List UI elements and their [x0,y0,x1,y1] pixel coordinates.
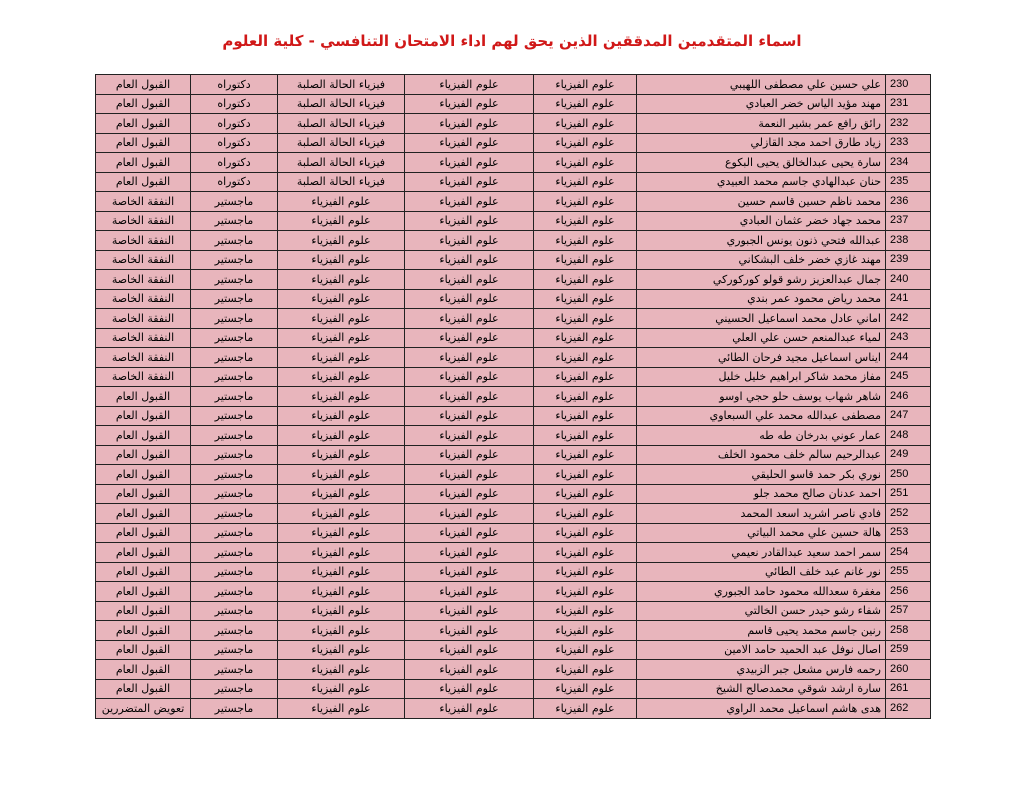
row-number-cell: 230 [886,75,931,95]
sub-specialization-cell: علوم الفيزياء [278,309,405,329]
admission-channel-cell: القبول العام [96,582,191,602]
specialization-cell: علوم الفيزياء [405,601,534,621]
table-row [96,523,931,543]
admission-channel-cell: القبول العام [96,484,191,504]
specialization-cell: علوم الفيزياء [405,172,534,192]
specialization-cell: علوم الفيزياء [405,94,534,114]
admission-channel-cell: القبول العام [96,172,191,192]
row-number-cell: 238 [886,231,931,251]
department-cell: علوم الفيزياء [534,75,637,95]
sub-specialization-cell: علوم الفيزياء [278,601,405,621]
applicant-name-cell: سارة يحيى عبدالخالق يحيى البكوع [637,153,886,173]
degree-cell: ماجستير [191,601,278,621]
degree-cell: دكتوراه [191,94,278,114]
department-cell: علوم الفيزياء [534,192,637,212]
applicant-name-cell: مغفرة سعدالله محمود حامد الجبوري [637,582,886,602]
specialization-cell: علوم الفيزياء [405,328,534,348]
specialization-cell: علوم الفيزياء [405,75,534,95]
row-number-cell: 237 [886,211,931,231]
row-number-cell: 233 [886,133,931,153]
specialization-cell: علوم الفيزياء [405,426,534,446]
degree-cell: ماجستير [191,699,278,719]
table-row [96,172,931,192]
row-number-cell: 258 [886,621,931,641]
department-cell: علوم الفيزياء [534,640,637,660]
specialization-cell: علوم الفيزياء [405,348,534,368]
row-number-cell: 253 [886,523,931,543]
table-row [96,640,931,660]
row-number-cell: 256 [886,582,931,602]
degree-cell: ماجستير [191,192,278,212]
sub-specialization-cell: علوم الفيزياء [278,562,405,582]
admission-channel-cell: القبول العام [96,562,191,582]
sub-specialization-cell: علوم الفيزياء [278,621,405,641]
applicant-name-cell: نور غانم عبد خلف الطائي [637,562,886,582]
applicant-name-cell: سارة ارشد شوقي محمدصالح الشيخ [637,679,886,699]
applicant-name-cell: محمد جهاد خضر عثمان العبادي [637,211,886,231]
row-number-cell: 245 [886,367,931,387]
specialization-cell: علوم الفيزياء [405,621,534,641]
table-row [96,192,931,212]
row-number-cell: 243 [886,328,931,348]
department-cell: علوم الفيزياء [534,114,637,134]
degree-cell: ماجستير [191,445,278,465]
degree-cell: ماجستير [191,231,278,251]
sub-specialization-cell: علوم الفيزياء [278,426,405,446]
table-row [96,406,931,426]
row-number-cell: 249 [886,445,931,465]
specialization-cell: علوم الفيزياء [405,679,534,699]
sub-specialization-cell: علوم الفيزياء [278,289,405,309]
degree-cell: ماجستير [191,523,278,543]
applicant-name-cell: رحمه فارس مشعل جبر الزبيدي [637,660,886,680]
degree-cell: ماجستير [191,250,278,270]
table-row [96,94,931,114]
admission-channel-cell: النفقة الخاصة [96,211,191,231]
sub-specialization-cell: علوم الفيزياء [278,348,405,368]
sub-specialization-cell: علوم الفيزياء [278,679,405,699]
department-cell: علوم الفيزياء [534,562,637,582]
degree-cell: ماجستير [191,679,278,699]
applicant-name-cell: شفاء رشو حيدر حسن الخالتي [637,601,886,621]
specialization-cell: علوم الفيزياء [405,211,534,231]
department-cell: علوم الفيزياء [534,426,637,446]
applicant-name-cell: اماني عادل محمد اسماعيل الحسيني [637,309,886,329]
table-row [96,367,931,387]
specialization-cell: علوم الفيزياء [405,582,534,602]
sub-specialization-cell: علوم الفيزياء [278,640,405,660]
applicant-name-cell: سمر احمد سعيد عبدالقادر نعيمي [637,543,886,563]
specialization-cell: علوم الفيزياء [405,465,534,485]
department-cell: علوم الفيزياء [534,231,637,251]
degree-cell: ماجستير [191,309,278,329]
sub-specialization-cell: علوم الفيزياء [278,367,405,387]
sub-specialization-cell: علوم الفيزياء [278,660,405,680]
applicant-name-cell: شاهر شهاب يوسف حلو حجي اوسو [637,387,886,407]
table-row [96,270,931,290]
sub-specialization-cell: فيزياء الحالة الصلبة [278,172,405,192]
table-row [96,114,931,134]
row-number-cell: 246 [886,387,931,407]
applicant-name-cell: علي حسين علي مصطفى اللهيبي [637,75,886,95]
sub-specialization-cell: فيزياء الحالة الصلبة [278,133,405,153]
table-row [96,348,931,368]
row-number-cell: 236 [886,192,931,212]
degree-cell: ماجستير [191,504,278,524]
degree-cell: ماجستير [191,562,278,582]
applicant-name-cell: هالة حسين علي محمد البياتي [637,523,886,543]
department-cell: علوم الفيزياء [534,660,637,680]
sub-specialization-cell: فيزياء الحالة الصلبة [278,114,405,134]
degree-cell: ماجستير [191,582,278,602]
applicant-name-cell: عبدالرحيم سالم خلف محمود الخلف [637,445,886,465]
admission-channel-cell: القبول العام [96,406,191,426]
admission-channel-cell: النفقة الخاصة [96,309,191,329]
admission-channel-cell: النفقة الخاصة [96,192,191,212]
table-row [96,601,931,621]
specialization-cell: علوم الفيزياء [405,367,534,387]
applicant-name-cell: مهند مؤيد الياس خضر العبادي [637,94,886,114]
degree-cell: دكتوراه [191,153,278,173]
applicant-name-cell: هدى هاشم اسماعيل محمد الراوي [637,699,886,719]
table-row [96,231,931,251]
sub-specialization-cell: علوم الفيزياء [278,387,405,407]
sub-specialization-cell: علوم الفيزياء [278,211,405,231]
table-row [96,133,931,153]
table-row [96,153,931,173]
department-cell: علوم الفيزياء [534,270,637,290]
department-cell: علوم الفيزياء [534,133,637,153]
table-row [96,387,931,407]
applicant-name-cell: اصال نوفل عبد الحميد حامد الامين [637,640,886,660]
table-row [96,679,931,699]
degree-cell: ماجستير [191,426,278,446]
applicant-name-cell: محمد ناظم حسين قاسم حسين [637,192,886,212]
admission-channel-cell: القبول العام [96,75,191,95]
table-row [96,484,931,504]
specialization-cell: علوم الفيزياء [405,133,534,153]
applicant-name-cell: حنان عبدالهادي جاسم محمد العبيدي [637,172,886,192]
specialization-cell: علوم الفيزياء [405,484,534,504]
sub-specialization-cell: علوم الفيزياء [278,543,405,563]
row-number-cell: 244 [886,348,931,368]
admission-channel-cell: النفقة الخاصة [96,289,191,309]
sub-specialization-cell: علوم الفيزياء [278,504,405,524]
applicant-name-cell: رنين جاسم محمد يحيى قاسم [637,621,886,641]
sub-specialization-cell: علوم الفيزياء [278,699,405,719]
admission-channel-cell: النفقة الخاصة [96,231,191,251]
applicant-name-cell: نوري بكر حمد قاسو الحليقي [637,465,886,485]
degree-cell: دكتوراه [191,133,278,153]
sub-specialization-cell: علوم الفيزياء [278,465,405,485]
department-cell: علوم الفيزياء [534,699,637,719]
specialization-cell: علوم الفيزياء [405,114,534,134]
row-number-cell: 255 [886,562,931,582]
specialization-cell: علوم الفيزياء [405,153,534,173]
row-number-cell: 242 [886,309,931,329]
admission-channel-cell: القبول العام [96,465,191,485]
applicant-name-cell: مهند غازي خضر خلف البشكاني [637,250,886,270]
row-number-cell: 257 [886,601,931,621]
table-row [96,250,931,270]
specialization-cell: علوم الفيزياء [405,640,534,660]
sub-specialization-cell: علوم الفيزياء [278,328,405,348]
department-cell: علوم الفيزياء [534,543,637,563]
table-row [96,309,931,329]
table-row [96,582,931,602]
admission-channel-cell: القبول العام [96,426,191,446]
applicant-name-cell: مصطفى عبدالله محمد علي السبعاوي [637,406,886,426]
department-cell: علوم الفيزياء [534,484,637,504]
specialization-cell: علوم الفيزياء [405,270,534,290]
degree-cell: ماجستير [191,406,278,426]
table-row [96,328,931,348]
department-cell: علوم الفيزياء [534,601,637,621]
row-number-cell: 240 [886,270,931,290]
row-number-cell: 251 [886,484,931,504]
department-cell: علوم الفيزياء [534,94,637,114]
admission-channel-cell: القبول العام [96,660,191,680]
applicant-name-cell: عمار عوني بدرخان طه طه [637,426,886,446]
row-number-cell: 234 [886,153,931,173]
admission-channel-cell: القبول العام [96,94,191,114]
department-cell: علوم الفيزياء [534,309,637,329]
degree-cell: ماجستير [191,367,278,387]
degree-cell: ماجستير [191,289,278,309]
row-number-cell: 252 [886,504,931,524]
applicant-name-cell: لمياء عبدالمنعم حسن علي العلي [637,328,886,348]
specialization-cell: علوم الفيزياء [405,387,534,407]
specialization-cell: علوم الفيزياء [405,699,534,719]
row-number-cell: 254 [886,543,931,563]
applicant-name-cell: ايناس اسماعيل مجيد فرحان الطائي [637,348,886,368]
row-number-cell: 247 [886,406,931,426]
specialization-cell: علوم الفيزياء [405,504,534,524]
table-row [96,289,931,309]
admission-channel-cell: النفقة الخاصة [96,348,191,368]
department-cell: علوم الفيزياء [534,289,637,309]
admission-channel-cell: القبول العام [96,601,191,621]
table-row [96,699,931,719]
row-number-cell: 231 [886,94,931,114]
degree-cell: ماجستير [191,640,278,660]
specialization-cell: علوم الفيزياء [405,660,534,680]
admission-channel-cell: النفقة الخاصة [96,250,191,270]
degree-cell: ماجستير [191,270,278,290]
sub-specialization-cell: علوم الفيزياء [278,192,405,212]
applicant-name-cell: رائق رافع عمر بشير النعمة [637,114,886,134]
department-cell: علوم الفيزياء [534,211,637,231]
admission-channel-cell: القبول العام [96,504,191,524]
sub-specialization-cell: فيزياء الحالة الصلبة [278,75,405,95]
table-row [96,660,931,680]
admission-channel-cell: القبول العام [96,621,191,641]
department-cell: علوم الفيزياء [534,445,637,465]
table-row [96,211,931,231]
row-number-cell: 261 [886,679,931,699]
sub-specialization-cell: فيزياء الحالة الصلبة [278,94,405,114]
department-cell: علوم الفيزياء [534,250,637,270]
sub-specialization-cell: علوم الفيزياء [278,270,405,290]
department-cell: علوم الفيزياء [534,367,637,387]
admission-channel-cell: النفقة الخاصة [96,270,191,290]
applicant-name-cell: جمال عبدالعزيز رشو قولو كوركوركي [637,270,886,290]
degree-cell: دكتوراه [191,114,278,134]
admission-channel-cell: النفقة الخاصة [96,367,191,387]
sub-specialization-cell: علوم الفيزياء [278,484,405,504]
applicant-name-cell: فادي ناصر اشريد اسعد المحمد [637,504,886,524]
table-row [96,504,931,524]
department-cell: علوم الفيزياء [534,523,637,543]
admission-channel-cell: القبول العام [96,640,191,660]
applicant-name-cell: عبدالله فتحي ذنون يونس الجبوري [637,231,886,251]
department-cell: علوم الفيزياء [534,504,637,524]
degree-cell: ماجستير [191,328,278,348]
row-number-cell: 235 [886,172,931,192]
degree-cell: ماجستير [191,387,278,407]
row-number-cell: 248 [886,426,931,446]
specialization-cell: علوم الفيزياء [405,445,534,465]
row-number-cell: 232 [886,114,931,134]
specialization-cell: علوم الفيزياء [405,406,534,426]
sub-specialization-cell: علوم الفيزياء [278,406,405,426]
degree-cell: دكتوراه [191,75,278,95]
degree-cell: ماجستير [191,348,278,368]
applicants-table-body [96,75,931,719]
admission-channel-cell: القبول العام [96,679,191,699]
department-cell: علوم الفيزياء [534,348,637,368]
page-title: اسماء المتقدمين المدققين الذين يحق لهم اداء الامتحان التنافسي - كلية العلوم [222,32,802,50]
admission-channel-cell: القبول العام [96,114,191,134]
department-cell: علوم الفيزياء [534,465,637,485]
row-number-cell: 262 [886,699,931,719]
admission-channel-cell: القبول العام [96,387,191,407]
table-row [96,445,931,465]
department-cell: علوم الفيزياء [534,406,637,426]
specialization-cell: علوم الفيزياء [405,289,534,309]
table-row [96,562,931,582]
admission-channel-cell: القبول العام [96,153,191,173]
specialization-cell: علوم الفيزياء [405,523,534,543]
specialization-cell: علوم الفيزياء [405,309,534,329]
specialization-cell: علوم الفيزياء [405,250,534,270]
sub-specialization-cell: علوم الفيزياء [278,523,405,543]
degree-cell: ماجستير [191,484,278,504]
department-cell: علوم الفيزياء [534,679,637,699]
table-row [96,75,931,95]
sub-specialization-cell: علوم الفيزياء [278,445,405,465]
sub-specialization-cell: علوم الفيزياء [278,582,405,602]
admission-channel-cell: القبول العام [96,445,191,465]
row-number-cell: 260 [886,660,931,680]
degree-cell: ماجستير [191,211,278,231]
sub-specialization-cell: علوم الفيزياء [278,250,405,270]
degree-cell: دكتوراه [191,172,278,192]
specialization-cell: علوم الفيزياء [405,192,534,212]
department-cell: علوم الفيزياء [534,582,637,602]
specialization-cell: علوم الفيزياء [405,543,534,563]
admission-channel-cell: النفقة الخاصة [96,328,191,348]
applicant-name-cell: زياد طارق احمد مجد القازلي [637,133,886,153]
degree-cell: ماجستير [191,621,278,641]
department-cell: علوم الفيزياء [534,153,637,173]
row-number-cell: 241 [886,289,931,309]
department-cell: علوم الفيزياء [534,328,637,348]
department-cell: علوم الفيزياء [534,172,637,192]
table-row [96,543,931,563]
sub-specialization-cell: علوم الفيزياء [278,231,405,251]
degree-cell: ماجستير [191,660,278,680]
applicant-name-cell: احمد عدنان صالح محمد جلو [637,484,886,504]
admission-channel-cell: القبول العام [96,133,191,153]
degree-cell: ماجستير [191,543,278,563]
degree-cell: ماجستير [191,465,278,485]
applicants-table [95,74,931,719]
admission-channel-cell: القبول العام [96,543,191,563]
table-row [96,426,931,446]
sub-specialization-cell: فيزياء الحالة الصلبة [278,153,405,173]
specialization-cell: علوم الفيزياء [405,562,534,582]
row-number-cell: 239 [886,250,931,270]
department-cell: علوم الفيزياء [534,621,637,641]
department-cell: علوم الفيزياء [534,387,637,407]
row-number-cell: 250 [886,465,931,485]
applicant-name-cell: مفاز محمد شاكر ابراهيم خليل خليل [637,367,886,387]
specialization-cell: علوم الفيزياء [405,231,534,251]
admission-channel-cell: القبول العام [96,523,191,543]
applicant-name-cell: محمد رياض محمود عمر بندي [637,289,886,309]
table-row [96,465,931,485]
table-row [96,621,931,641]
admission-channel-cell: تعويض المتضررين [96,699,191,719]
row-number-cell: 259 [886,640,931,660]
